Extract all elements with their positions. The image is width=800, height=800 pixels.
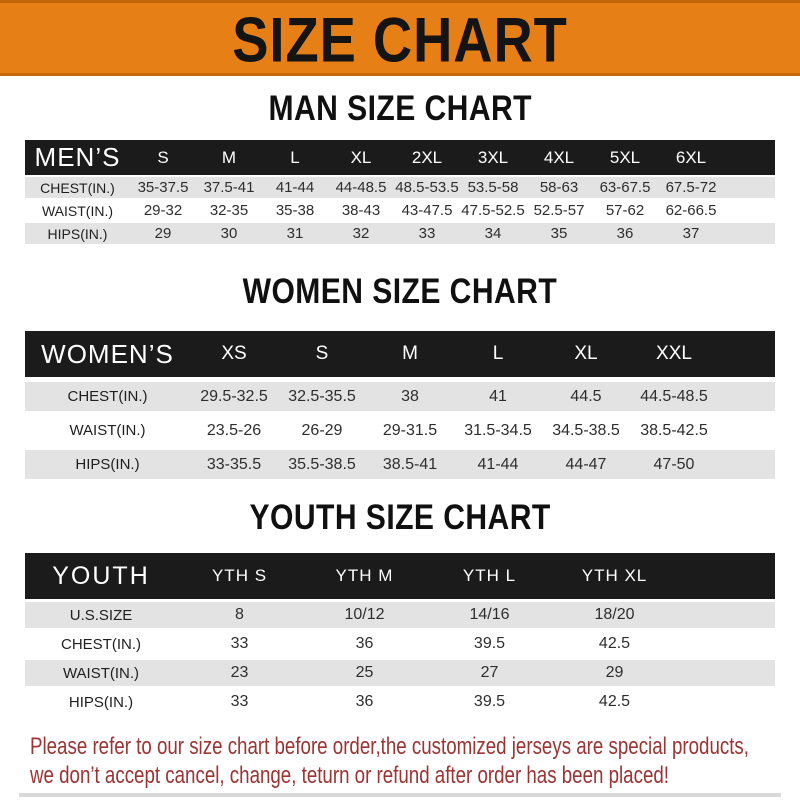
- table-title: MEN’S: [25, 140, 130, 175]
- header-spacer-cell: [724, 140, 775, 175]
- bottom-edge-line: [19, 793, 781, 797]
- size-value-cell: 29.5-32.5: [190, 382, 278, 411]
- row-spacer-cell: [724, 177, 775, 198]
- measurement-row-label: CHEST(IN.): [25, 382, 190, 411]
- table-header-row: [25, 331, 775, 377]
- row-spacer-cell: [677, 602, 775, 628]
- size-value-cell: 47-50: [630, 450, 718, 479]
- youth-size-chart-heading: [0, 500, 800, 536]
- table-row: [25, 660, 775, 686]
- size-column-header: YTH S: [177, 553, 302, 599]
- youth-size-table-container: [0, 550, 800, 718]
- mens-size-table: [25, 138, 775, 246]
- size-value-cell: 33: [177, 631, 302, 657]
- table-row: [25, 689, 775, 715]
- size-value-cell: 35-37.5: [130, 177, 196, 198]
- size-value-cell: 23.5-26: [190, 416, 278, 445]
- size-value-cell: 8: [177, 602, 302, 628]
- header-spacer-cell: [718, 331, 775, 377]
- size-value-cell: 35.5-38.5: [278, 450, 366, 479]
- size-value-cell: 44.5-48.5: [630, 382, 718, 411]
- table-row: [25, 223, 775, 244]
- size-value-cell: 57-62: [592, 200, 658, 221]
- row-spacer-cell: [718, 382, 775, 411]
- size-column-header: XL: [542, 331, 630, 377]
- size-column-header: XS: [190, 331, 278, 377]
- size-value-cell: 33-35.5: [190, 450, 278, 479]
- order-disclaimer-note: [30, 732, 800, 790]
- table-row: [25, 416, 775, 445]
- size-value-cell: 41: [454, 382, 542, 411]
- measurement-row-label: WAIST(IN.): [25, 660, 177, 686]
- size-value-cell: 33: [177, 689, 302, 715]
- heading-text: YOUTH SIZE CHART: [249, 498, 551, 537]
- measurement-row-label: WAIST(IN.): [25, 200, 130, 221]
- row-spacer-cell: [677, 660, 775, 686]
- size-chart-banner: [0, 0, 800, 76]
- size-value-cell: 14/16: [427, 602, 552, 628]
- size-value-cell: 41-44: [262, 177, 328, 198]
- size-value-cell: 36: [302, 689, 427, 715]
- size-value-cell: 63-67.5: [592, 177, 658, 198]
- table-row: [25, 382, 775, 411]
- row-spacer-cell: [724, 200, 775, 221]
- table-header-row: [25, 140, 775, 175]
- size-value-cell: 42.5: [552, 689, 677, 715]
- size-value-cell: 29-32: [130, 200, 196, 221]
- size-column-header: S: [130, 140, 196, 175]
- size-column-header: YTH XL: [552, 553, 677, 599]
- table-header-row: [25, 553, 775, 599]
- heading-text: MAN SIZE CHART: [268, 89, 532, 128]
- size-value-cell: 37.5-41: [196, 177, 262, 198]
- size-value-cell: 48.5-53.5: [395, 179, 459, 196]
- table-title: WOMEN’S: [25, 331, 190, 377]
- size-value-cell: 38-43: [328, 200, 394, 221]
- size-value-cell: 34.5-38.5: [542, 416, 630, 445]
- table-row: [25, 450, 775, 479]
- size-value-cell: 31: [262, 223, 328, 244]
- size-column-header: M: [196, 140, 262, 175]
- size-value-cell: 36: [302, 631, 427, 657]
- measurement-row-label: HIPS(IN.): [25, 223, 130, 244]
- women-size-chart-heading: [0, 274, 800, 310]
- size-value-cell: 43-47.5: [394, 200, 460, 221]
- size-column-header: 2XL: [394, 140, 460, 175]
- row-spacer-cell: [718, 416, 775, 445]
- size-value-cell: 37: [658, 223, 724, 244]
- size-column-header: M: [366, 331, 454, 377]
- note-line-2: we don’t accept cancel, change, teturn or refund after order has been placed!: [30, 762, 669, 789]
- size-value-cell: 38: [366, 382, 454, 411]
- size-value-cell: 42.5: [552, 631, 677, 657]
- size-column-header: 3XL: [460, 140, 526, 175]
- size-value-cell: 67.5-72: [658, 177, 724, 198]
- table-row: [25, 200, 775, 221]
- size-value-cell: 25: [302, 660, 427, 686]
- size-value-cell: 44-48.5: [328, 177, 394, 198]
- banner-title: SIZE CHART: [232, 3, 568, 75]
- women-size-section: [0, 274, 800, 484]
- table-title: YOUTH: [25, 553, 177, 599]
- size-value-cell: 36: [592, 223, 658, 244]
- table-row: [25, 177, 775, 198]
- measurement-row-label: HIPS(IN.): [25, 689, 177, 715]
- size-value-cell: 38.5-41: [366, 450, 454, 479]
- header-spacer-cell: [677, 553, 775, 599]
- size-column-header: XXL: [630, 331, 718, 377]
- size-column-header: L: [262, 140, 328, 175]
- measurement-row-label: U.S.SIZE: [25, 602, 177, 628]
- man-size-section: [0, 91, 800, 246]
- size-column-header: 5XL: [592, 140, 658, 175]
- size-value-cell: 10/12: [302, 602, 427, 628]
- size-value-cell: 33: [394, 223, 460, 244]
- size-column-header: 4XL: [526, 140, 592, 175]
- size-value-cell: 35-38: [262, 200, 328, 221]
- size-value-cell: 53.5-58: [460, 177, 526, 198]
- youth-size-table: [25, 550, 775, 718]
- size-value-cell: 58-63: [526, 177, 592, 198]
- size-value-cell: 44.5: [542, 382, 630, 411]
- womens-size-table: [25, 326, 775, 484]
- size-value-cell: 29: [552, 660, 677, 686]
- size-value-cell: 29: [130, 223, 196, 244]
- man-size-chart-heading: [0, 91, 800, 127]
- measurement-row-label: CHEST(IN.): [25, 177, 130, 198]
- row-spacer-cell: [677, 689, 775, 715]
- heading-text: WOMEN SIZE CHART: [242, 272, 558, 311]
- womens-size-table-container: [0, 326, 800, 484]
- measurement-row-label: CHEST(IN.): [25, 631, 177, 657]
- note-line-1: Please refer to our size chart before order,the customized jerseys are special products,: [30, 733, 750, 760]
- table-row: [25, 602, 775, 628]
- size-column-header: S: [278, 331, 366, 377]
- size-value-cell: 26-29: [278, 416, 366, 445]
- size-value-cell: 39.5: [427, 631, 552, 657]
- row-spacer-cell: [677, 631, 775, 657]
- size-value-cell: 34: [460, 223, 526, 244]
- size-value-cell: 27: [427, 660, 552, 686]
- row-spacer-cell: [724, 223, 775, 244]
- size-value-cell: 35: [526, 223, 592, 244]
- measurement-row-label: WAIST(IN.): [25, 416, 190, 445]
- size-value-cell: 32-35: [196, 200, 262, 221]
- size-column-header: YTH M: [302, 553, 427, 599]
- size-value-cell: 23: [177, 660, 302, 686]
- size-value-cell: 44-47: [542, 450, 630, 479]
- size-value-cell: 52.5-57: [526, 200, 592, 221]
- youth-size-section: [0, 500, 800, 718]
- size-value-cell: 62-66.5: [658, 200, 724, 221]
- size-column-header: 6XL: [658, 140, 724, 175]
- size-column-header: L: [454, 331, 542, 377]
- size-value-cell: 31.5-34.5: [454, 416, 542, 445]
- size-column-header: YTH L: [427, 553, 552, 599]
- size-value-cell: 29-31.5: [366, 416, 454, 445]
- measurement-row-label: HIPS(IN.): [25, 450, 190, 479]
- table-row: [25, 631, 775, 657]
- row-spacer-cell: [718, 450, 775, 479]
- size-value-cell: 32: [328, 223, 394, 244]
- size-value-cell: 39.5: [427, 689, 552, 715]
- size-value-cell: 18/20: [552, 602, 677, 628]
- size-value-cell: 41-44: [454, 450, 542, 479]
- size-value-cell: 47.5-52.5: [461, 202, 525, 219]
- mens-size-table-container: [0, 138, 800, 246]
- size-value-cell: 38.5-42.5: [630, 416, 718, 445]
- size-column-header: XL: [328, 140, 394, 175]
- size-value-cell: 30: [196, 223, 262, 244]
- size-value-cell: 32.5-35.5: [278, 382, 366, 411]
